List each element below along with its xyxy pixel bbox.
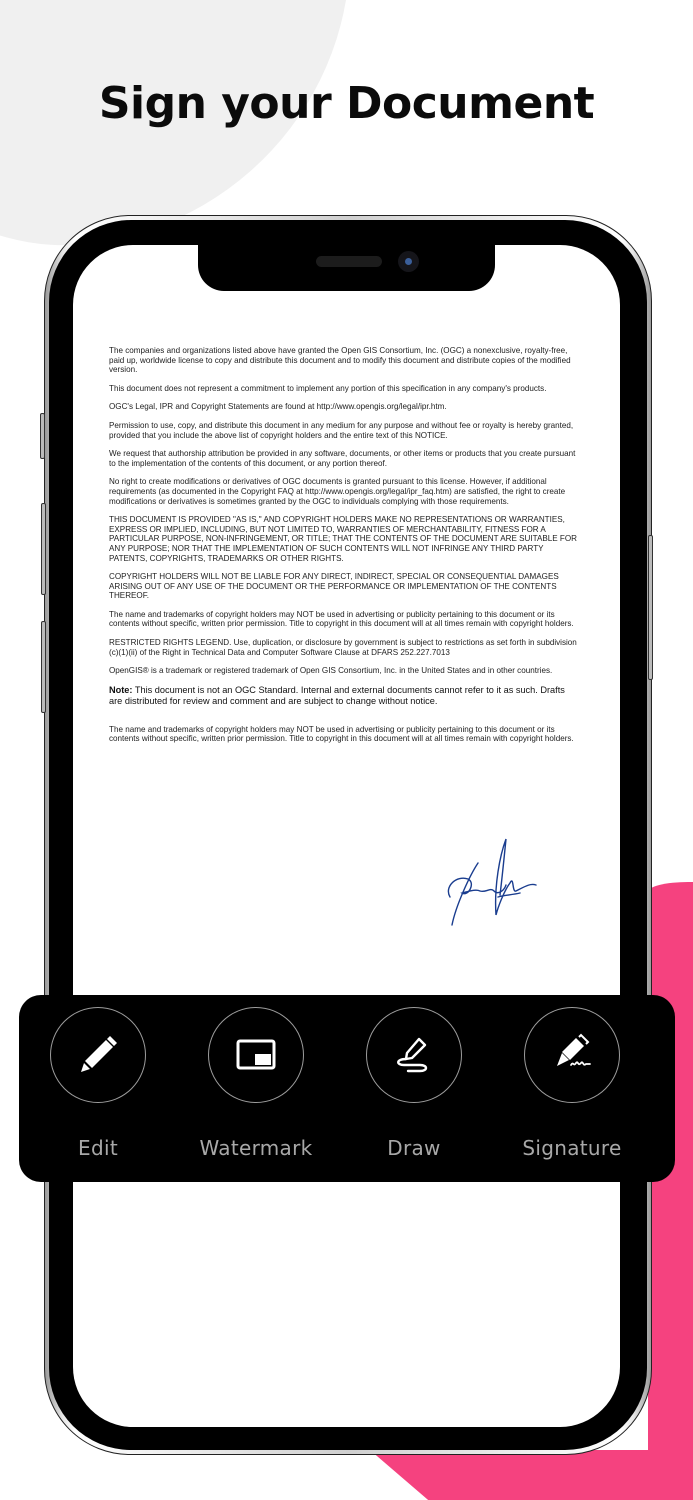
draw-icon (392, 1033, 436, 1077)
handwritten-signature[interactable] (440, 835, 550, 935)
phone-power-button (648, 535, 653, 680)
doc-paragraph: OGC's Legal, IPR and Copyright Statements are found at http://www.opengis.org/legal/ipr.htm. (109, 402, 447, 412)
draw-button[interactable] (354, 1007, 474, 1160)
doc-paragraph: THIS DOCUMENT IS PROVIDED "AS IS," AND COPYRIGHT HOLDERS MAKE NO REPRESENTATIONS OR WARRANTIES, EXPRESS OR IMPLIED, INCLUDING, BUT NOT LIMITED TO, WARRANTIES OF MERCHANTABILITY, FITNESS FOR A PARTICULAR PURPOSE, NON-INFRINGEMENT, OR TITLE; THAT THE CONTENTS OF THE DOCUMENT ARE SUITABLE FOR ANY PURPOSE; NOR THAT THE IMPLEMENTATION OF SUCH CONTENTS WILL NOT INFRINGE ANY THIRD PARTY PATENTS, COPYRIGHTS, TRADEMARKS OR OTHER RIGHTS. (109, 515, 577, 563)
page-title: Sign your Document (98, 78, 595, 129)
front-camera (398, 251, 419, 272)
phone-volume-up-button (41, 503, 46, 595)
fountain-pen-signature-icon (550, 1033, 594, 1077)
doc-paragraph: The companies and organizations listed above have granted the Open GIS Consortium, Inc. (OGC) a nonexclusive, royalty-free, paid up, worldwide license to copy and distribute this document and to modify this document and distribute copies of the modified version. (109, 346, 571, 375)
doc-note-label: Note: (109, 684, 133, 695)
doc-paragraph: This document does not represent a commitment to implement any portion of this specification in any company's products. (109, 383, 547, 393)
doc-paragraph: Permission to use, copy, and distribute this document in any medium for any purpose and without fee or royalty is hereby granted, provided that you include the above list of copyright holders and the entire text of this NOTICE. (109, 420, 574, 440)
doc-paragraph: No right to create modifications or derivatives of OGC documents is granted pursuant to this license. However, if additional requirements (as documented in the Copyright FAQ at http://www.opengis.org/legal/ipr_faq.htm) are satisfied, the right to create modifications or derivatives is sometimes granted by the OGC to individuals complying with those requirements. (109, 477, 566, 506)
watermark-button[interactable] (196, 1007, 316, 1160)
speaker-grille (316, 256, 382, 267)
phone-volume-down-button (41, 621, 46, 713)
signature-button[interactable] (512, 1007, 632, 1160)
doc-note (109, 685, 579, 707)
action-toolbar (19, 995, 675, 1182)
background-pink-shape-bottom (370, 1450, 693, 1500)
watermark-icon (234, 1033, 278, 1077)
watermark-label: Watermark (199, 1136, 313, 1160)
document-page (109, 346, 579, 753)
doc-note-text: This document is not an OGC Standard. Internal and external documents cannot refer to it as such. Drafts are distributed for review and comment and are subject to change without notice. (109, 684, 565, 706)
draw-label: Draw (387, 1136, 441, 1160)
doc-paragraph: OpenGIS® is a trademark or registered trademark of Open GIS Consortium, Inc. in the United States and in other countries. (109, 666, 553, 676)
doc-paragraph: RESTRICTED RIGHTS LEGEND. Use, duplication, or disclosure by government is subject to restrictions as set forth in subdivision (c)(1)(ii) of the Right in Technical Data and Computer Software Clause at DFARS 252.227.7013 (109, 638, 577, 657)
doc-paragraph: The name and trademarks of copyright holders may NOT be used in advertising or publicity pertaining to this document or its contents without specific, written prior permission. Title to copyright in this document will at all times remain with copyright holders. (109, 609, 574, 629)
edit-label: Edit (78, 1136, 118, 1160)
doc-paragraph: COPYRIGHT HOLDERS WILL NOT BE LIABLE FOR ANY DIRECT, INDIRECT, SPECIAL OR CONSEQUENTIAL DAMAGES ARISING OUT OF ANY USE OF THE DOCUMENT OR THE PERFORMANCE OR IMPLEMENTATION OF THE CONTENTS THEREOF. (109, 572, 559, 601)
phone-mute-switch (40, 413, 45, 459)
doc-paragraph-closing: The name and trademarks of copyright holders may NOT be used in advertising or publicity pertaining to this document or its contents without specific, written prior permission. Title to copyright in this document will at all times remain with copyright holders. (109, 724, 574, 744)
pencil-icon (76, 1033, 120, 1077)
signature-label: Signature (522, 1136, 622, 1160)
edit-button[interactable] (38, 1007, 158, 1160)
background-pink-shape (648, 882, 693, 1500)
doc-paragraph: We request that authorship attribution be provided in any software, documents, or other items or products that you create pursuant to the implementation of the contents of this document, or any portion thereof. (109, 449, 576, 468)
